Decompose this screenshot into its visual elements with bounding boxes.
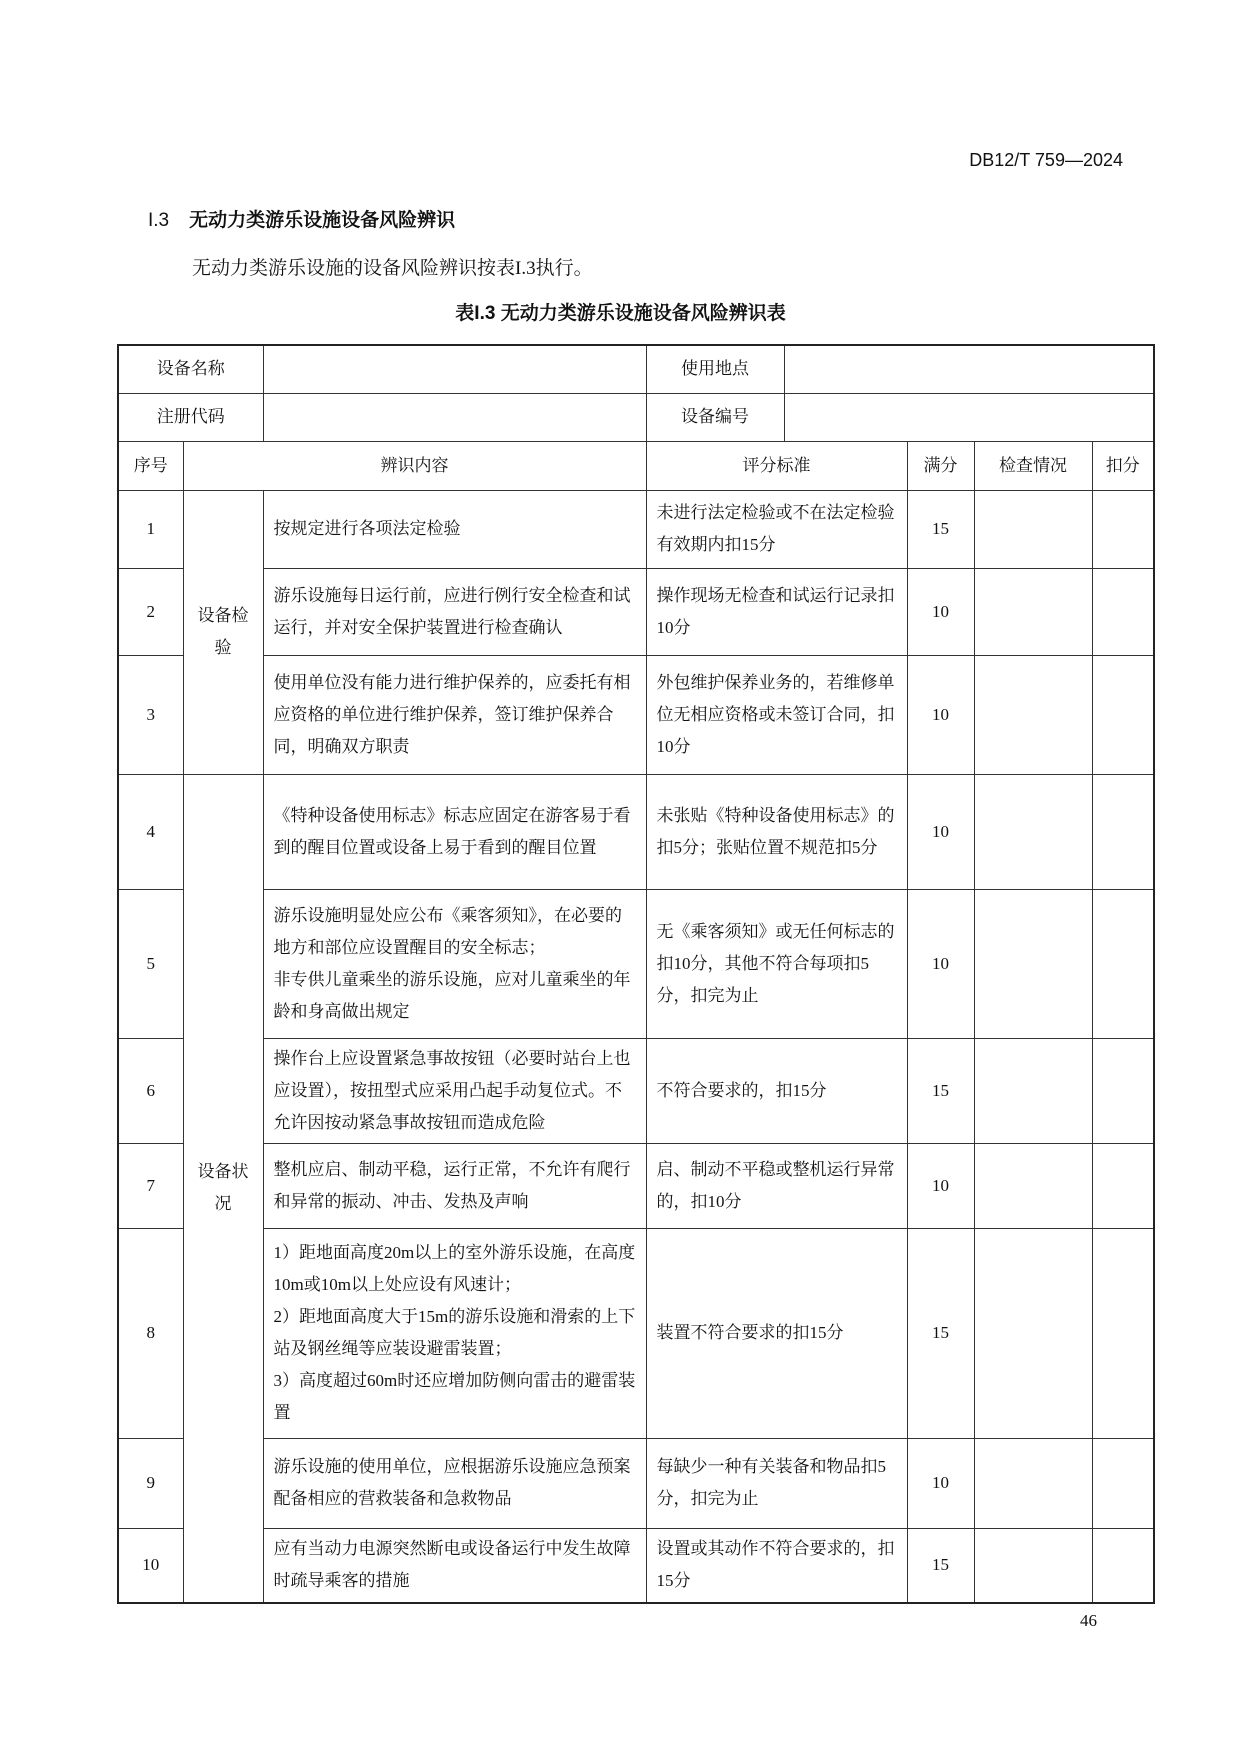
row-full-score: 10 — [907, 774, 974, 889]
content-line: 应有当动力电源突然断电或设备运行中发生故障时疏导乘客的措施 — [273, 1539, 631, 1591]
row-standard — [646, 889, 907, 1038]
row-check-input[interactable] — [974, 889, 1092, 1038]
standard-text: 设置或其动作不符合要求的，扣15分 — [656, 1539, 895, 1591]
location-label: 使用地点 — [646, 345, 784, 393]
row-full-score: 10 — [907, 1143, 974, 1228]
section-number: I.3 — [148, 210, 170, 231]
row-standard — [646, 1143, 907, 1228]
row-deduct-input[interactable] — [1092, 889, 1154, 1038]
row-deduct-input[interactable] — [1092, 490, 1154, 568]
row-seq: 10 — [118, 1528, 183, 1603]
table-row — [118, 1038, 1154, 1143]
row-full-score: 10 — [907, 1438, 974, 1528]
row-content — [263, 1038, 646, 1143]
row-standard — [646, 1228, 907, 1438]
section-heading — [148, 205, 455, 232]
location-value — [784, 345, 1154, 393]
row-full-score: 10 — [907, 889, 974, 1038]
row-standard — [646, 490, 907, 568]
header-check: 检查情况 — [974, 441, 1092, 490]
table-caption: 表I.3 无动力类游乐设施设备风险辨识表 — [455, 303, 786, 324]
row-full-score: 15 — [907, 1038, 974, 1143]
row-check-input[interactable] — [974, 568, 1092, 655]
content-line: 2）距地面高度大于15m的游乐设施和滑索的上下站及钢丝绳等应装设避雷装置； — [273, 1307, 636, 1358]
row-seq: 4 — [118, 774, 183, 889]
content-line: 1）距地面高度20m以上的室外游乐设施，在高度10m或10m以上处应设有风速计； — [273, 1243, 636, 1294]
row-deduct-input[interactable] — [1092, 774, 1154, 889]
row-content — [263, 568, 646, 655]
table-row — [118, 774, 1154, 889]
row-deduct-input[interactable] — [1092, 655, 1154, 774]
content-line: 游乐设施的使用单位，应根据游乐设施应急预案配备相应的营救装备和急救物品 — [273, 1457, 631, 1508]
row-check-input[interactable] — [974, 1528, 1092, 1603]
row-check-input[interactable] — [974, 1228, 1092, 1438]
row-full-score: 15 — [907, 490, 974, 568]
header-seq: 序号 — [118, 441, 183, 490]
row-full-score: 15 — [907, 1528, 974, 1603]
table-row — [118, 490, 1154, 568]
row-standard — [646, 1528, 907, 1603]
row-seq: 8 — [118, 1228, 183, 1438]
equipment-number-label: 设备编号 — [646, 393, 784, 441]
standard-text: 操作现场无检查和试运行记录扣10分 — [656, 585, 895, 637]
document-code: DB12/T 759—2024 — [969, 150, 1123, 170]
header-full-score: 满分 — [907, 441, 974, 490]
content-line: 游乐设施明显处应公布《乘客须知》，在必要的地方和部位应设置醒目的安全标志； — [273, 905, 622, 957]
row-seq: 7 — [118, 1143, 183, 1228]
row-check-input[interactable] — [974, 1438, 1092, 1528]
row-deduct-input[interactable] — [1092, 1438, 1154, 1528]
section-title: 无动力类游乐设施设备风险辨识 — [189, 210, 456, 231]
row-check-input[interactable] — [974, 774, 1092, 889]
page-number: 46 — [1080, 1611, 1097, 1630]
row-seq: 5 — [118, 889, 183, 1038]
standard-text: 不符合要求的，扣15分 — [656, 1080, 827, 1100]
row-seq: 1 — [118, 490, 183, 568]
row-seq: 9 — [118, 1438, 183, 1528]
table-row — [118, 1528, 1154, 1603]
registration-code-value — [263, 393, 646, 441]
content-line: 按规定进行各项法定检验 — [273, 519, 461, 538]
row-deduct-input[interactable] — [1092, 1038, 1154, 1143]
row-check-input[interactable] — [974, 1038, 1092, 1143]
row-content — [263, 889, 646, 1038]
table-row — [118, 1438, 1154, 1528]
category-cell — [183, 774, 263, 1603]
header-standard: 评分标准 — [646, 441, 907, 490]
standard-text: 未进行法定检验或不在法定检验有效期内扣15分 — [656, 503, 895, 554]
table-row — [118, 889, 1154, 1038]
content-line: 非专供儿童乘坐的游乐设施，应对儿童乘坐的年龄和身高做出规定 — [273, 969, 631, 1021]
standard-text: 启、制动不平稳或整机运行异常的，扣10分 — [656, 1159, 895, 1211]
registration-code-label: 注册代码 — [118, 393, 263, 441]
standard-text: 无《乘客须知》或无任何标志的扣10分，其他不符合每项扣5分，扣完为止 — [656, 921, 895, 1005]
row-content — [263, 490, 646, 568]
row-full-score: 15 — [907, 1228, 974, 1438]
info-row — [118, 393, 1154, 441]
row-seq: 6 — [118, 1038, 183, 1143]
row-content — [263, 1228, 646, 1438]
row-standard — [646, 1438, 907, 1528]
row-deduct-input[interactable] — [1092, 1528, 1154, 1603]
row-content — [263, 655, 646, 774]
standard-text: 未张贴《特种设备使用标志》的扣5分；张贴位置不规范扣5分 — [656, 805, 895, 857]
row-content — [263, 1528, 646, 1603]
row-content — [263, 1438, 646, 1528]
equipment-number-value — [784, 393, 1154, 441]
row-standard — [646, 1038, 907, 1143]
row-content — [263, 774, 646, 889]
category-label: 设备检验 — [197, 606, 249, 657]
equipment-name-label: 设备名称 — [118, 345, 263, 393]
content-line: 使用单位没有能力进行维护保养的，应委托有相应资格的单位进行维护保养，签订维护保养合同，明确双方职责 — [273, 672, 631, 756]
row-standard — [646, 655, 907, 774]
equipment-name-value — [263, 345, 646, 393]
row-deduct-input[interactable] — [1092, 568, 1154, 655]
content-line: 整机应启、制动平稳，运行正常，不允许有爬行和异常的振动、冲击、发热及声响 — [273, 1159, 631, 1211]
category-label: 设备状况 — [197, 1162, 249, 1214]
row-check-input[interactable] — [974, 655, 1092, 774]
row-full-score: 10 — [907, 568, 974, 655]
risk-identification-table — [117, 344, 1155, 1604]
standard-text: 外包维护保养业务的，若维修单位无相应资格或未签订合同，扣10分 — [656, 672, 895, 756]
row-check-input[interactable] — [974, 1143, 1092, 1228]
header-row — [118, 441, 1154, 490]
content-line: 3）高度超过60m时还应增加防侧向雷击的避雷装置 — [273, 1371, 636, 1422]
table-row — [118, 1143, 1154, 1228]
content-line: 《特种设备使用标志》标志应固定在游客易于看到的醒目位置或设备上易于看到的醒目位置 — [273, 805, 631, 857]
standard-text: 每缺少一种有关装备和物品扣5分，扣完为止 — [656, 1457, 886, 1508]
info-row — [118, 345, 1154, 393]
header-deduct: 扣分 — [1092, 441, 1154, 490]
section-paragraph: 无动力类游乐设施的设备风险辨识按表I.3执行。 — [192, 258, 593, 279]
content-line: 游乐设施每日运行前，应进行例行安全检查和试运行，并对安全保护装置进行检查确认 — [273, 585, 631, 637]
row-deduct-input[interactable] — [1092, 1143, 1154, 1228]
row-content — [263, 1143, 646, 1228]
table-row — [118, 1228, 1154, 1438]
header-content: 辨识内容 — [183, 441, 646, 490]
content-line: 操作台上应设置紧急事故按钮（必要时站台上也应设置），按扭型式应采用凸起手动复位式。不允许因按动紧急事故按钮而造成危险 — [273, 1048, 631, 1132]
row-standard — [646, 774, 907, 889]
row-standard — [646, 568, 907, 655]
row-check-input[interactable] — [974, 490, 1092, 568]
standard-text: 装置不符合要求的扣15分 — [656, 1323, 844, 1342]
row-seq: 3 — [118, 655, 183, 774]
row-seq: 2 — [118, 568, 183, 655]
table-row — [118, 655, 1154, 774]
table-row — [118, 568, 1154, 655]
row-deduct-input[interactable] — [1092, 1228, 1154, 1438]
category-cell — [183, 490, 263, 774]
row-full-score: 10 — [907, 655, 974, 774]
